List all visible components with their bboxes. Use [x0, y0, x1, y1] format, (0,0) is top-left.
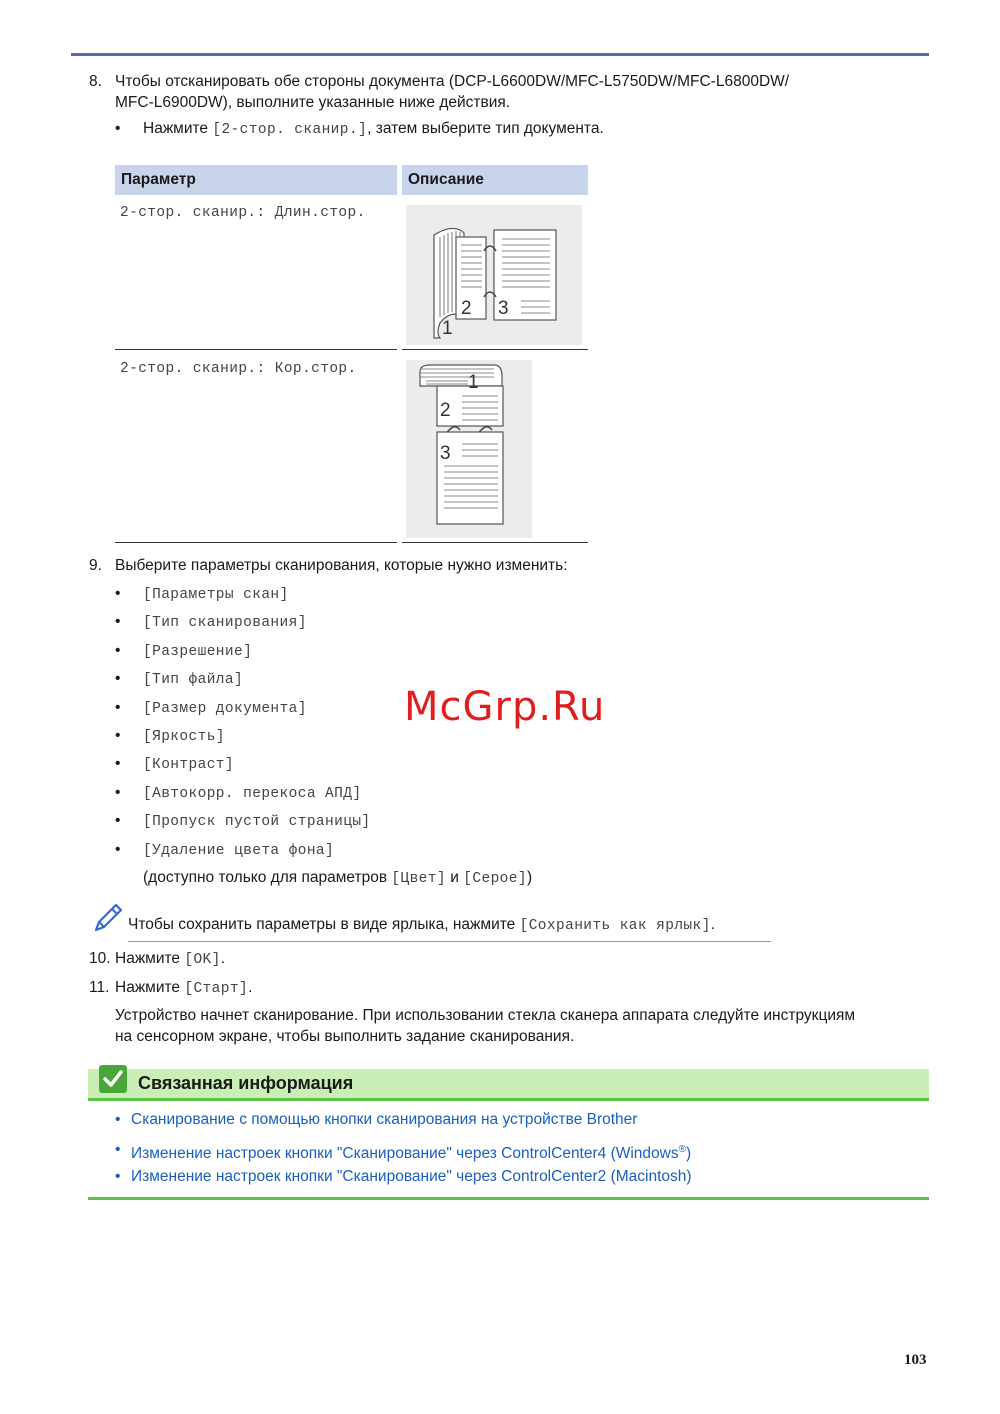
step-8-bullet [115, 118, 604, 141]
option-label: [Размер документа] [143, 701, 307, 717]
bullet-dot: • [115, 1168, 121, 1185]
related-info-rule [88, 1098, 929, 1101]
link-text[interactable]: Изменение настроек кнопки "Сканирование" через ControlCenter2 (Macintosh) [131, 1168, 692, 1185]
step-text: Нажмите [115, 950, 185, 967]
option-label: [Параметры скан] [143, 587, 289, 603]
table-header-param: Параметр [115, 165, 397, 195]
step-text-line2: MFC-L6900DW), выполните указанные ниже действия. [115, 94, 511, 111]
table-header-desc: Описание [402, 165, 588, 195]
short-edge-diagram [406, 360, 532, 538]
step-9 [89, 555, 929, 576]
page-label-3: 3 [498, 298, 509, 319]
step-text: Выберите параметры сканирования, которые нужно изменить: [115, 557, 568, 574]
watermark: McGrp.Ru [404, 684, 606, 730]
table-row-divider [115, 349, 397, 350]
list-item [115, 725, 225, 748]
list-item [115, 697, 307, 720]
related-link-2[interactable] [115, 1139, 691, 1165]
step-number: 10. [89, 950, 111, 967]
bullet-dot: • [115, 670, 121, 687]
step-10 [89, 948, 929, 971]
table-bottom-rule [115, 542, 397, 543]
step-number: 9. [89, 557, 102, 574]
list-item [115, 810, 371, 833]
option-label: [Разрешение] [143, 644, 253, 660]
long-edge-diagram [406, 205, 582, 345]
availability-note [143, 867, 532, 890]
option-label: [Пропуск пустой страницы] [143, 814, 371, 830]
bullet-prefix: Нажмите [143, 120, 213, 137]
page-label-2: 2 [461, 298, 472, 319]
avail-code-gray: [Серое] [463, 871, 527, 887]
option-label: [Контраст] [143, 757, 235, 773]
step-number: 8. [89, 73, 102, 90]
note-text [128, 914, 715, 937]
registered-mark: ® [678, 1144, 686, 1155]
option-label: [Автокорр. перекоса АПД] [143, 786, 362, 802]
table-bottom-rule [402, 542, 588, 543]
step-end: . [248, 979, 253, 996]
link-text[interactable]: Изменение настроек кнопки "Сканирование" через ControlCenter4 (Windows [131, 1145, 679, 1163]
bullet-dot: • [115, 812, 121, 829]
checkmark-icon [99, 1065, 127, 1093]
option-label: [Яркость] [143, 729, 225, 745]
bullet-dot: • [115, 642, 121, 659]
link-text[interactable]: Сканирование с помощью кнопки сканирования на устройстве Brother [131, 1111, 638, 1128]
long-edge-illustration [406, 205, 582, 345]
short-edge-illustration [406, 360, 532, 538]
step-11-description [89, 1005, 929, 1047]
bullet-suffix: , затем выберите тип документа. [367, 120, 604, 137]
bullet-dot: • [115, 784, 121, 801]
bullet-dot: • [115, 613, 121, 630]
page-label-2: 2 [440, 400, 451, 421]
option-label: [Удаление цвета фона] [143, 843, 335, 859]
related-info-bottom-rule [88, 1197, 929, 1200]
link-end[interactable]: ) [686, 1145, 692, 1163]
page-label-1: 1 [468, 372, 479, 393]
table-row-2-param: 2-стор. сканир.: Кор.стор. [120, 361, 357, 377]
step-number: 11. [89, 979, 110, 996]
table-row-1-param: 2-стор. сканир.: Длин.стор. [120, 205, 366, 221]
note-underline [128, 941, 771, 942]
top-rule [71, 53, 929, 56]
option-label: [Тип сканирования] [143, 615, 307, 631]
page-label-3: 3 [440, 443, 451, 464]
bullet-code: [2-стор. сканир.] [212, 122, 368, 138]
avail-text: (доступно только для параметров [143, 869, 392, 886]
bullet-dot: • [115, 841, 121, 858]
bullet-dot: • [115, 727, 121, 744]
table-row-divider [402, 349, 588, 350]
step-text: Нажмите [115, 979, 185, 996]
list-item [115, 583, 289, 606]
option-label: [Тип файла] [143, 672, 244, 688]
step-code: [Старт] [184, 981, 249, 997]
step-8 [89, 71, 929, 113]
page-label-1: 1 [442, 318, 453, 339]
list-item [115, 668, 243, 691]
desc-line1: Устройство начнет сканирование. При использовании стекла сканера аппарата следуйте инструкциям [115, 1007, 856, 1024]
list-item [115, 839, 334, 862]
step-11 [89, 977, 929, 1000]
related-info-title: Связанная информация [138, 1073, 354, 1093]
avail-and: и [445, 869, 464, 886]
desc-line2: на сенсорном экране, чтобы выполнить задание сканирования. [115, 1028, 575, 1045]
bullet-dot: • [115, 699, 121, 716]
list-item [115, 753, 234, 776]
bullet-dot: • [115, 755, 121, 772]
pencil-icon [92, 902, 124, 934]
note-code: [Сохранить как ярлык] [519, 918, 711, 934]
note-body: Чтобы сохранить параметры в виде ярлыка, нажмите [128, 916, 520, 933]
avail-close: ) [526, 869, 533, 886]
step-text-line1: Чтобы отсканировать обе стороны документа (DCP-L6600DW/MFC-L5750DW/MFC-L6800DW/ [115, 73, 790, 90]
note-end: . [710, 916, 716, 933]
list-item [115, 640, 252, 663]
related-link-1[interactable] [115, 1109, 637, 1131]
bullet-dot: • [115, 1111, 121, 1128]
related-link-3[interactable] [115, 1166, 692, 1188]
page-number: 103 [904, 1352, 927, 1368]
list-item [115, 611, 307, 634]
avail-code-color: [Цвет] [391, 871, 446, 887]
bullet-dot: • [115, 585, 121, 602]
bullet-dot: • [115, 1141, 121, 1158]
list-item [115, 782, 361, 805]
bullet-dot: • [115, 120, 121, 137]
step-code: [OK] [184, 952, 221, 968]
step-end: . [220, 950, 226, 967]
